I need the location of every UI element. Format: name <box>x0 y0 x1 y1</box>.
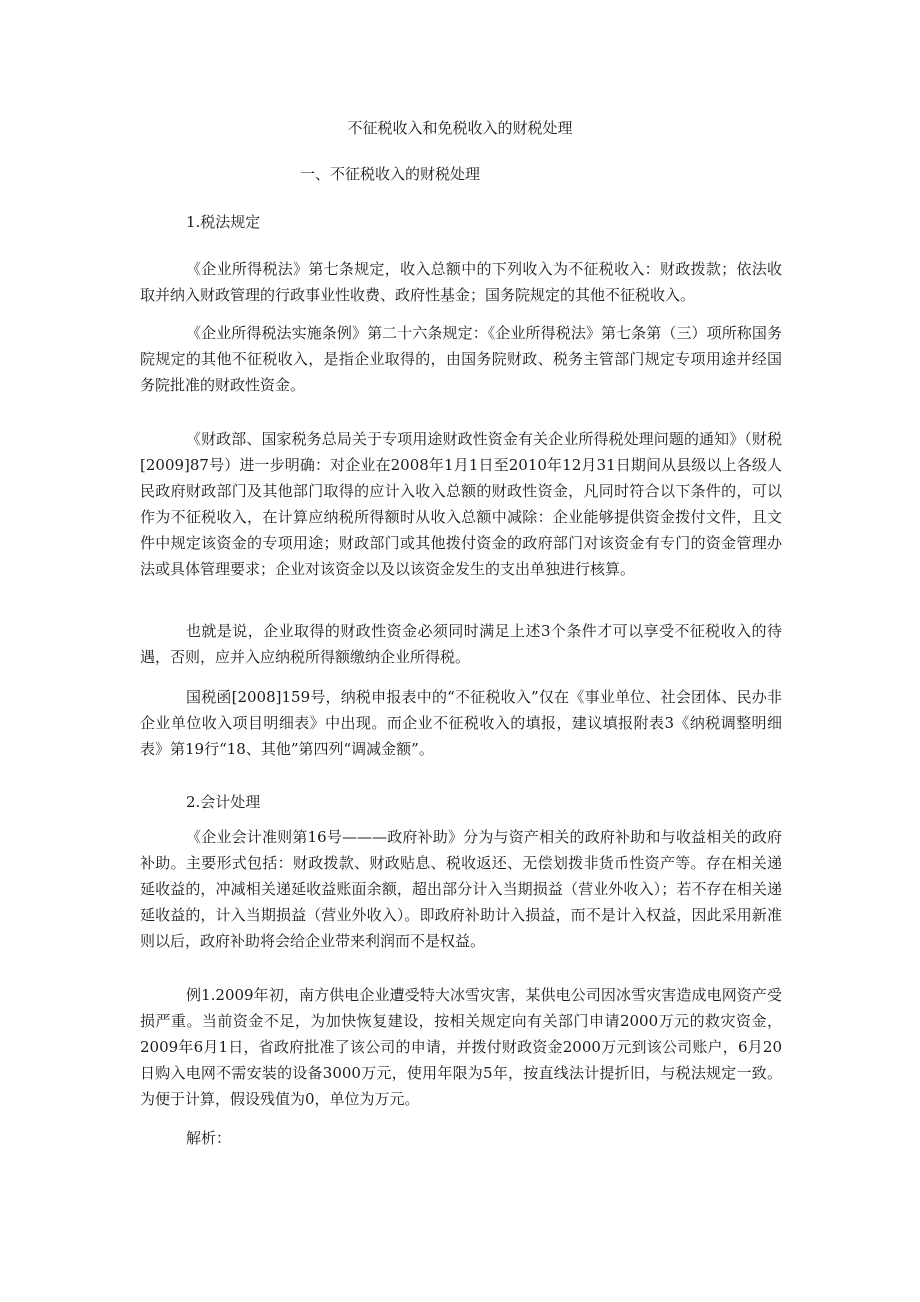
analysis-label: 解析： <box>186 1129 232 1147</box>
paragraph-4: 也就是说，企业取得的财政性资金必须同时满足上述3个条件才可以享受不征税收入的待遇，否则，应并入应纳税所得额缴纳企业所得税。 <box>140 622 782 666</box>
paragraph-2: 《企业所得税法实施条例》第二十六条规定：《企业所得税法》第七条第（三）项所称国务院规定的其他不征税收入，是指企业取得的，由国务院财政、税务主管部门规定专项用途并经国务院批准的财政性资金。 <box>140 324 782 394</box>
subheading-tax-law: 1.税法规定 <box>186 213 261 231</box>
paragraph-7-example: 例1.2009年初，南方供电企业遭受特大冰雪灾害，某供电公司因冰雪灾害造成电网资产受损严重。当前资金不足，为加快恢复建设，按相关规定向有关部门申请2000万元的救灾资金，2009年6月1日，省政府批准了该公司的申请，并拨付财政资金2000万元到该公司账户，6月20日购入电网不需安装的设备3000万元，使用年限为5年，按直线法计提折旧，与税法规定一致。为便于计算，假设残值为0，单位为万元。 <box>140 986 782 1108</box>
paragraph-5: 国税函[2008]159号，纳税申报表中的“不征税收入”仅在《事业单位、社会团体、民办非企业单位收入项目明细表》中出现。而企业不征税收入的填报，建议填报附表3《纳税调整明细表》第19行“18、其他”第四列“调减金额”。 <box>140 688 782 758</box>
paragraph-1: 《企业所得税法》第七条规定，收入总额中的下列收入为不征税收入：财政拨款；依法收取并纳入财政管理的行政事业性收费、政府性基金；国务院规定的其他不征税收入。 <box>140 260 782 304</box>
subheading-accounting: 2.会计处理 <box>186 793 261 811</box>
section-heading-1: 一、不征税收入的财税处理 <box>300 165 481 183</box>
paragraph-6: 《企业会计准则第16号———政府补助》分为与资产相关的政府补助和与收益相关的政府补助。主要形式包括：财政拨款、财政贴息、税收返还、无偿划拨非货币性资产等。存在相关递延收益的，冲减相关递延收益账面余额，超出部分计入当期损益（营业外收入）；若不存在相关递延收益的，计入当期损益（营业外收入）。即政府补助计入损益，而不是计入权益，因此采用新准则以后，政府补助将会给企业带来利润而不是权益。 <box>140 828 782 950</box>
document-title: 不征税收入和免税收入的财税处理 <box>347 119 573 137</box>
paragraph-3: 《财政部、国家税务总局关于专项用途财政性资金有关企业所得税处理问题的通知》（财税[2009]87号）进一步明确：对企业在2008年1月1日至2010年12月31日期间从县级以上各级人民政府财政部门及其他部门取得的应计入收入总额的财政性资金，凡同时符合以下条件的，可以作为不征税收入，在计算应纳税所得额时从收入总额中减除：企业能够提供资金拨付文件，且文件中规定该资金的专项用途；财政部门或其他拨付资金的政府部门对该资金有专门的资金管理办法或具体管理要求；企业对该资金以及以该资金发生的支出单独进行核算。 <box>140 430 782 578</box>
